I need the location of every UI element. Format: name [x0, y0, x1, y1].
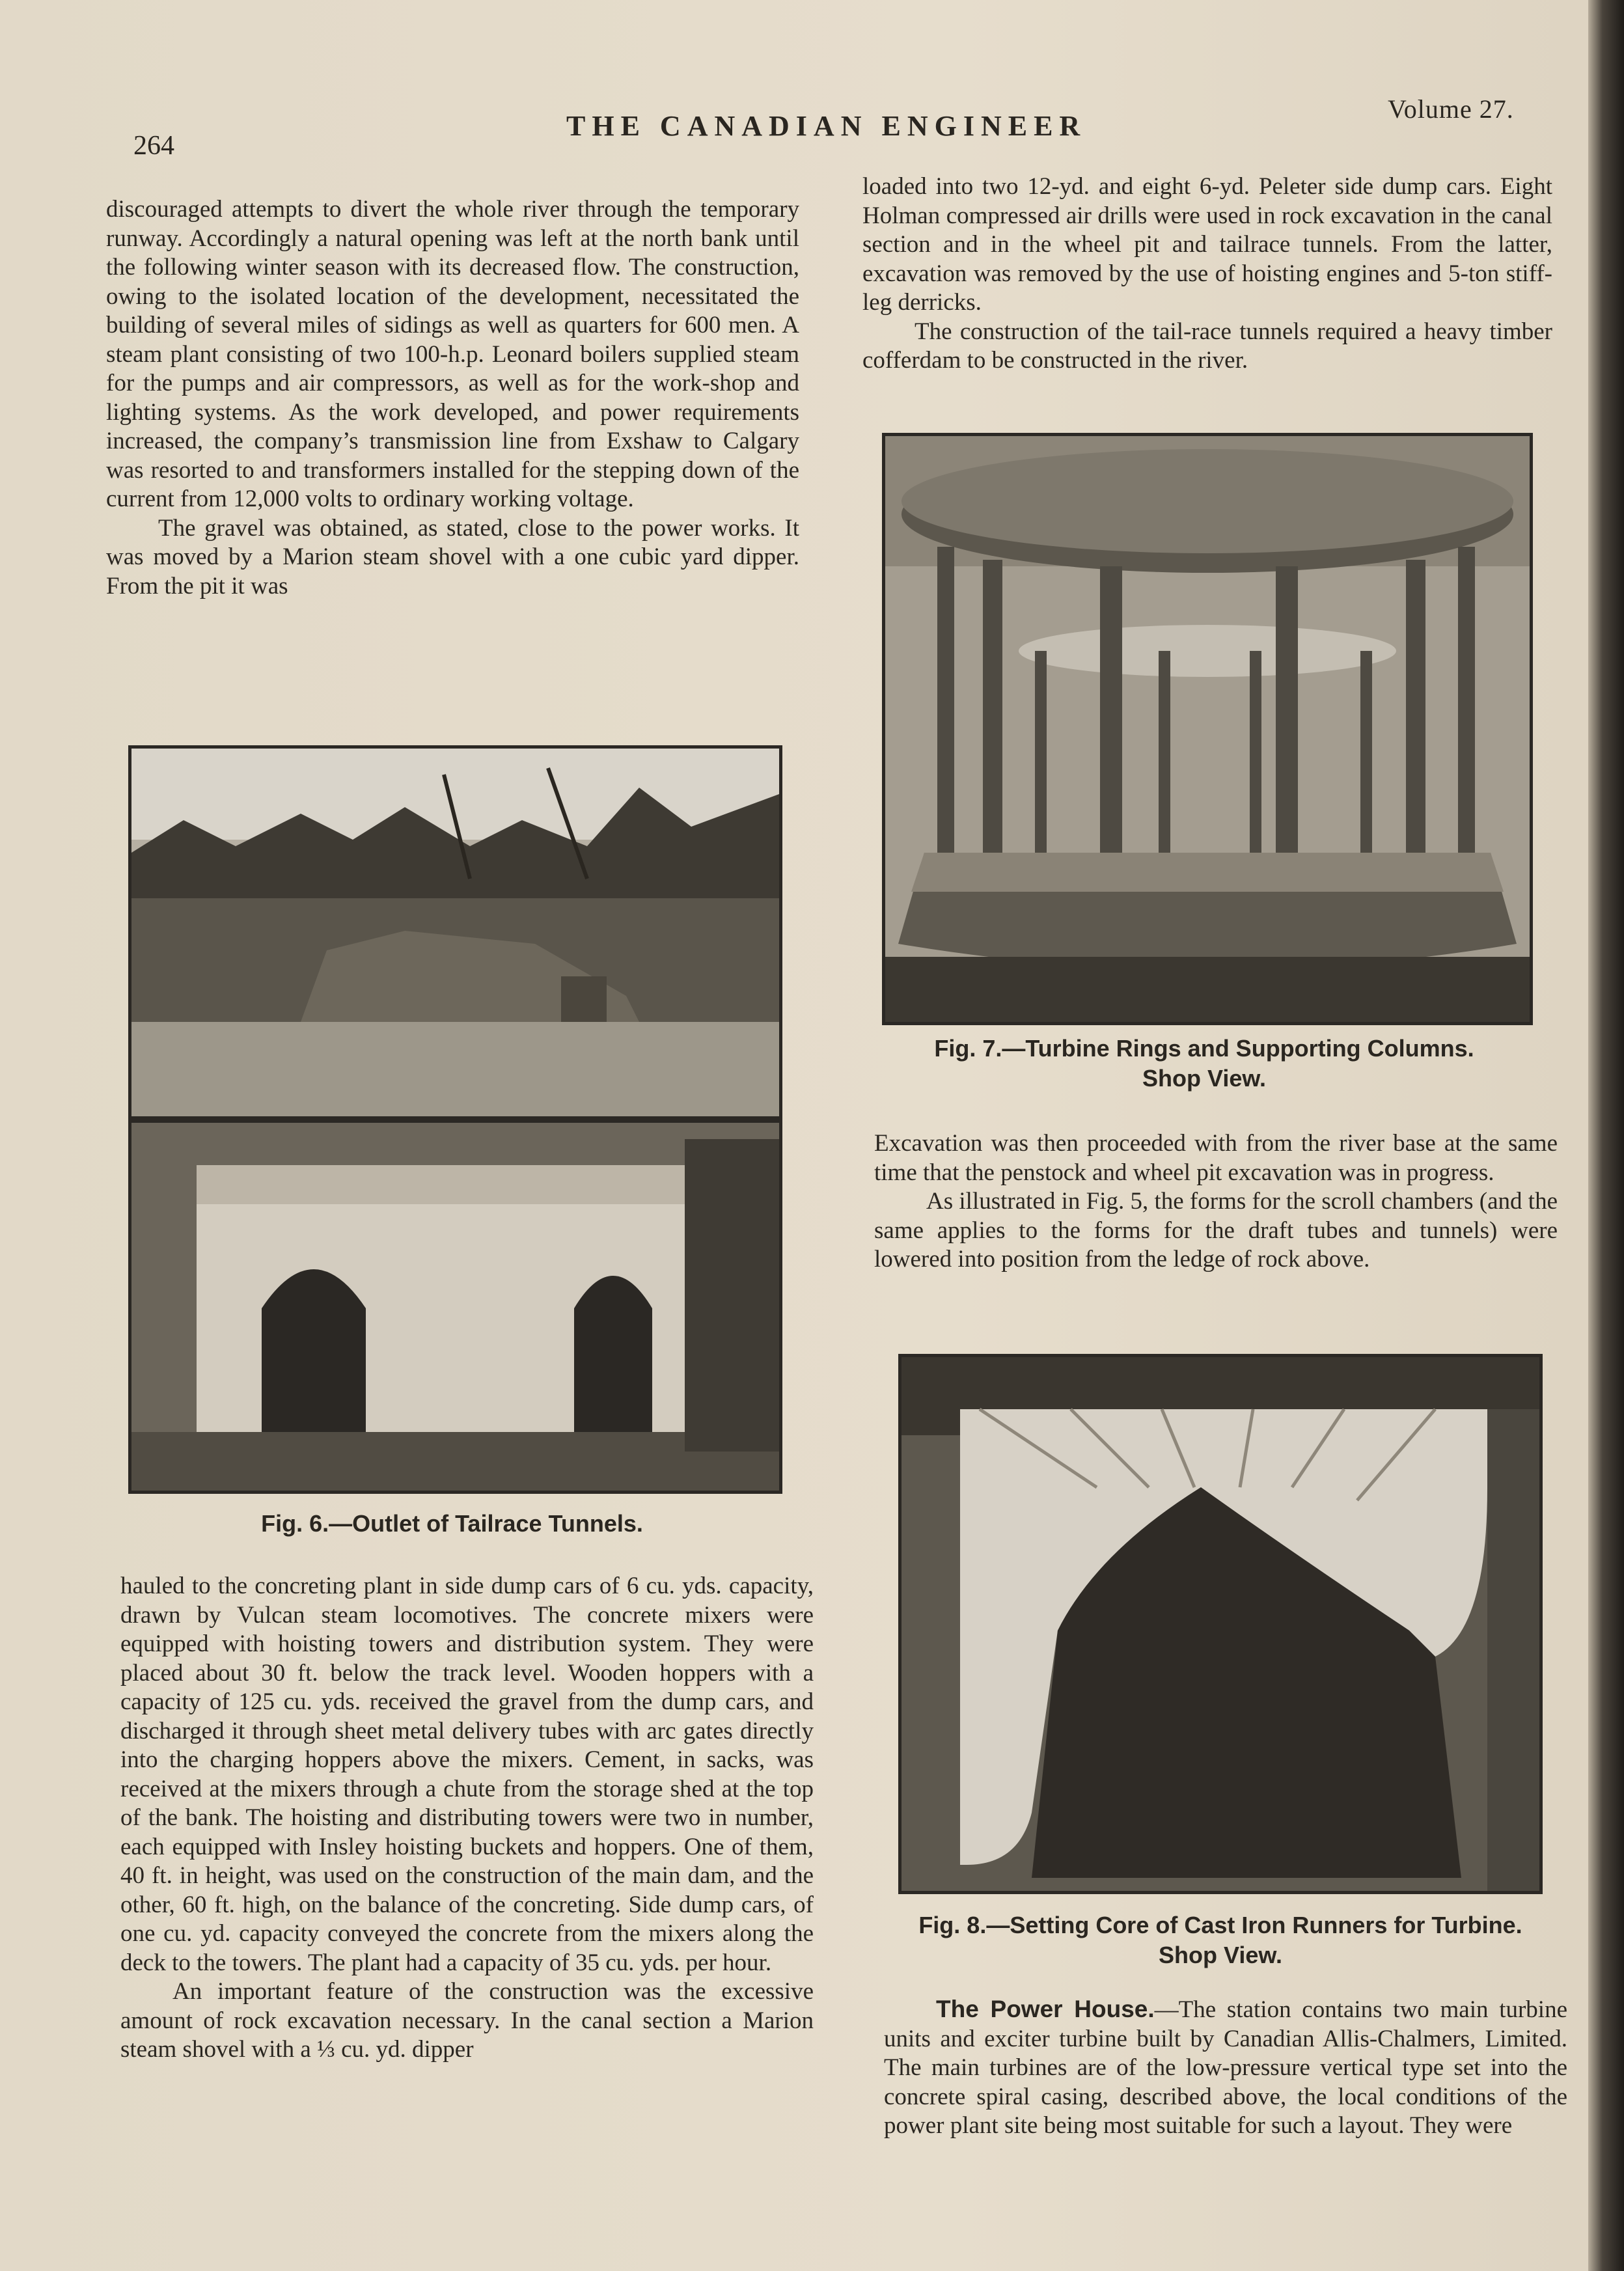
fig6-photo [128, 745, 782, 1494]
fig8-caption [872, 1910, 1569, 1970]
fig7-caption [882, 1034, 1526, 1094]
fig7-caption-line2: Shop View. [1142, 1065, 1267, 1092]
paragraph: As illustrated in Fig. 5, the forms for the scroll chambers (and the same applies to the forms for the draft tubes and tunnels) were lowered into position from the ledge of rock above. [874, 1188, 1558, 1273]
fig6-caption: Fig. 6.—Outlet of Tailrace Tunnels. [261, 1510, 643, 1537]
fig6-illustration [131, 749, 779, 1491]
right-column-bottom-text [884, 1995, 1567, 2141]
paragraph: discouraged attempts to divert the whole river through the temporary runway. Accordingly a natural opening was left at the north bank until the following winter season with its decreased flow. The construction, owing to the isolated location of the development, necessitated the building of several miles of sidings as well as quarters for 600 men. A steam plant consisting of two 100-h.p. Leonard boilers supplied steam for the pumps and air compressors, as well as for the work-shop and lighting systems. As the work developed, and power requirements increased, the company’s transmission line from Exshaw to Calgary was resorted to and transformers installed for the stepping down of the current from 12,000 volts to ordinary working voltage. [106, 196, 799, 512]
book-spine [1588, 0, 1624, 2271]
paragraph: —The station contains two main turbine units and exciter turbine built by Canadian Allis-Chalmers, Limited. The main turbines are of the low-pressure vertical type set into the concrete spiral casing, described above, the local conditions of the power plant site being most suitable for such a layout. They were [884, 1996, 1568, 2139]
paragraph: loaded into two 12-yd. and eight 6-yd. Peleter side dump cars. Eight Holman compressed air drills were used in rock excavation in the canal section and in the wheel pit and tailrace tunnels. From the latter, excavation was removed by the use of hoisting engines and 5-ton stiff-leg derricks. [862, 173, 1552, 316]
fig7-caption-line1: Fig. 7.—Turbine Rings and Supporting Columns. [934, 1035, 1474, 1062]
fig7-illustration [885, 436, 1530, 1022]
page-number: 264 [133, 131, 174, 161]
paragraph: An important feature of the construction was the excessive amount of rock excavation necessary. In the canal section a Marion steam shovel with a ⅓ cu. yd. dipper [120, 1978, 814, 2063]
right-column-top-text [862, 172, 1552, 376]
paragraph: The construction of the tail-race tunnels required a heavy timber cofferdam to be constructed in the river. [862, 318, 1552, 374]
volume-label: Volume 27. [1388, 94, 1514, 124]
left-column-bottom-text [120, 1572, 814, 2065]
journal-title: THE CANADIAN ENGINEER [566, 110, 1087, 142]
paragraph: Excavation was then proceeded with from the river base at the same time that the penstock and wheel pit excavation was in progress. [874, 1130, 1558, 1186]
fig8-illustration [901, 1357, 1539, 1891]
fig8-caption-line2: Shop View. [1158, 1942, 1283, 1968]
left-column-top-text [106, 195, 799, 601]
fig7-photo [882, 433, 1533, 1025]
section-heading: The Power House. [936, 1996, 1155, 2022]
paragraph: hauled to the concreting plant in side dump cars of 6 cu. yds. capacity, drawn by Vulcan steam locomotives. The concrete mixers were equipped with hoisting towers and distribution system. They were placed about 30 ft. below the track level. Wooden hoppers with a capacity of 125 cu. yds. received the gravel from the dump cars, and discharged it through sheet metal delivery tubes with arc gates directly into the charging hoppers above the mixers. Cement, in sacks, was received at the mixers through a chute from the storage shed at the top of the bank. The hoisting and distributing towers were two in number, each equipped with Insley hoisting buckets and hoppers. One of them, 40 ft. in height, was used on the construction of the main dam, and the other, 60 ft. high, on the balance of the concreting. Side dump cars, of one cu. yd. capacity conveyed the concrete from the mixers along the deck to the towers. The plant had a capacity of 35 cu. yds. per hour. [120, 1573, 814, 1976]
fig8-caption-line1: Fig. 8.—Setting Core of Cast Iron Runners for Turbine. [918, 1912, 1522, 1938]
paragraph: The gravel was obtained, as stated, close to the power works. It was moved by a Marion steam shovel with a one cubic yard dipper. From the pit it was [106, 514, 799, 599]
right-column-middle-text [874, 1129, 1558, 1274]
fig8-photo [898, 1354, 1543, 1894]
